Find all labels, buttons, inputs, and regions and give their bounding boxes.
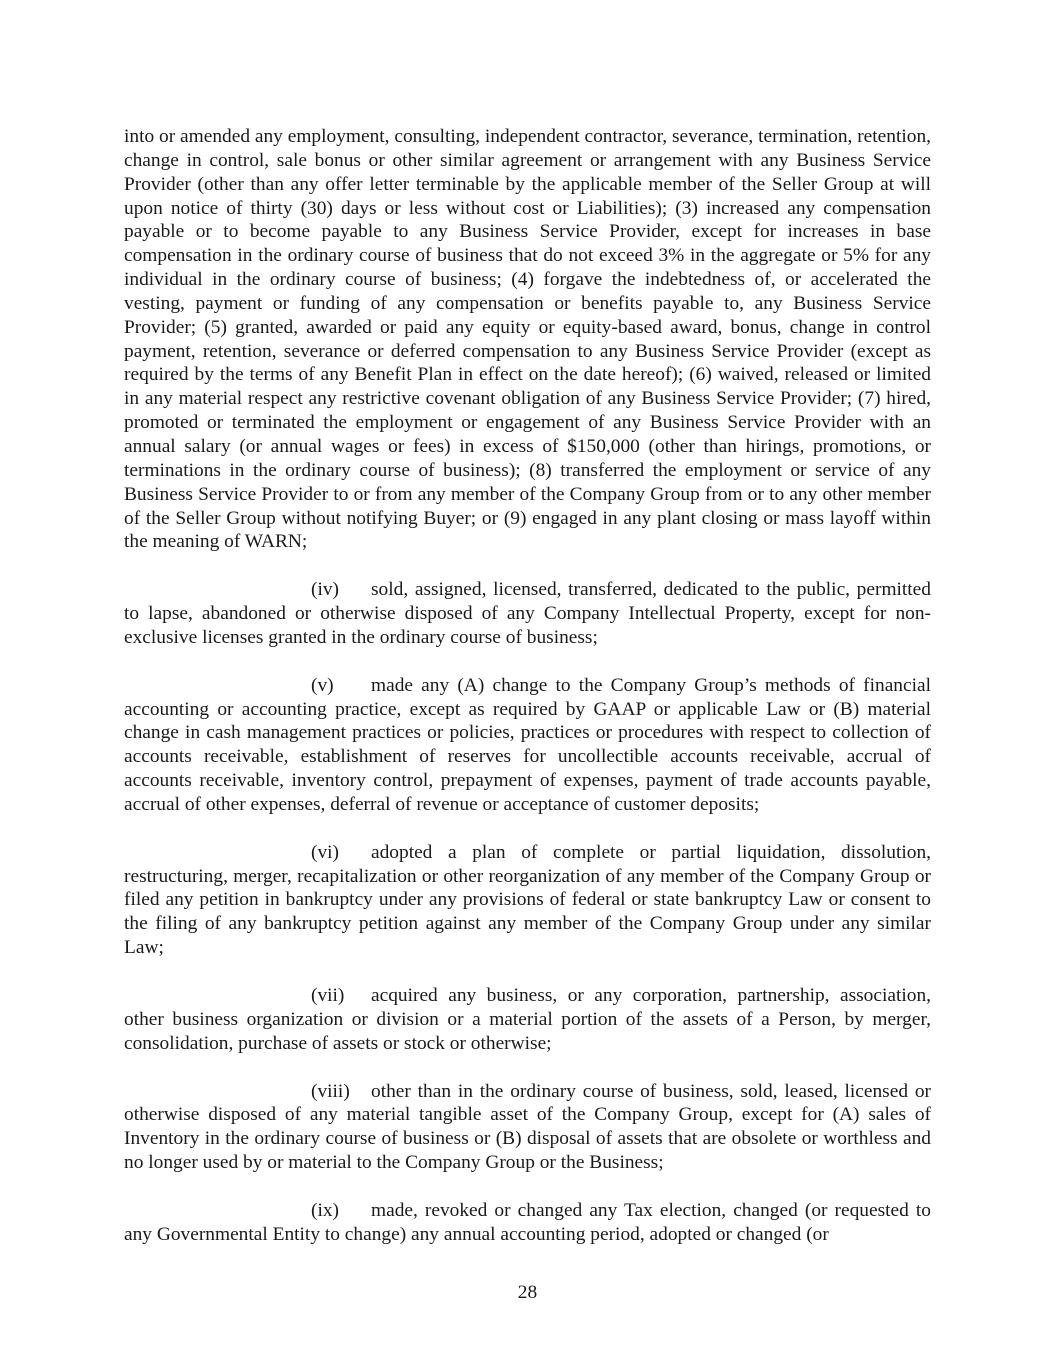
page-number: 28 (517, 1282, 538, 1303)
clause-number: (ix) (311, 1199, 339, 1221)
paragraph-clause-viii (124, 1080, 931, 1175)
paragraph-clause-v (124, 674, 931, 817)
paragraph-clause-vii (124, 984, 931, 1056)
paragraph-text: into or amended any employment, consulting, independent contractor, severance, termination, retention, change in control, sale bonus or other similar agreement or arrangement with any Business Service Provider (other than any offer letter terminable by the applicable member of the Seller Group at will upon notice of thirty (30) days or less without cost or Liabilities); (3) increased any compensation payable or to become payable to any Business Service Provider, except for increases in base compensation in the ordinary course of business that do not exceed 3% in the aggregate or 5% for any individual in the ordinary course of business; (4) forgave the indebtedness of, or accelerated the vesting, payment or funding of any compensation or benefits payable to, any Business Service Provider; (5) granted, awarded or paid any equity or equity-based award, bonus, change in control payment, retention, severance or deferred compensation to any Business Service Provider (except as required by the terms of any Benefit Plan in effect on the date hereof); (6) waived, released or limited in any material respect any restrictive covenant obligation of any Business Service Provider; (7) hired, promoted or terminated the employment or engagement of any Business Service Provider with an annual salary (or annual wages or fees) in excess of $150,000 (other than hirings, promotions, or terminations in the ordinary course of business); (8) transferred the employment or service of any Business Service Provider to or from any member of the Company Group from or to any other member of the Seller Group without notifying Buyer; or (9) engaged in any plant closing or mass layoff within the meaning of WARN; (124, 126, 931, 553)
paragraph-text: made, revoked or changed any Tax election, changed (or requested to any Governmental Entity to change) any annual accounting period, adopted or changed (or (124, 1199, 931, 1245)
paragraph-text: sold, assigned, licensed, transferred, dedicated to the public, permitted to lapse, abandoned or otherwise disposed of any Company Intellectual Property, except for non-exclusive licenses granted in the ordinary course of business; (124, 579, 931, 648)
paragraph-continuation (124, 125, 931, 554)
clause-number: (vii) (311, 985, 345, 1006)
paragraph-clause-vi (124, 841, 931, 960)
paragraph-text: made any (A) change to the Company Group’s methods of financial accounting or accounting practice, except as required by GAAP or applicable Law or (B) material change in cash management practices or policies, practices or procedures with respect to collection of accounts receivable, establishment of reserves for uncollectible accounts receivable, accrual of accounts receivable, inventory control, prepayment of expenses, payment of trade accounts payable, accrual of other expenses, deferral of revenue or acceptance of customer deposits; (124, 674, 931, 815)
paragraph-text: other than in the ordinary course of business, sold, leased, licensed or otherwise disposed of any material tangible asset of the Company Group, except for (A) sales of Inventory in the ordinary course of business or (B) disposal of assets that are obsolete or worthless and no longer used by or material to the Company Group or the Business; (124, 1080, 931, 1174)
paragraph-clause-ix (124, 1199, 931, 1247)
paragraph-text: adopted a plan of complete or partial liquidation, dissolution, restructuring, merger, recapitalization or other reorganization of any member of the Company Group or filed any petition in bankruptcy under any provisions of federal or state bankruptcy Law or consent to the filing of any bankruptcy petition against any member of the Company Group under any similar Law; (124, 841, 931, 959)
clause-number: (vi) (311, 841, 339, 863)
document-body (124, 125, 931, 1247)
paragraph-clause-iv (124, 578, 931, 650)
clause-number: (viii) (311, 1080, 350, 1102)
paragraph-text: acquired any business, or any corporation, partnership, association, other business organization or division or a material portion of the assets of a Person, by merger, consolidation, purchase of assets or stock or otherwise; (124, 985, 931, 1054)
clause-number: (iv) (311, 579, 339, 601)
clause-number: (v) (311, 674, 334, 696)
